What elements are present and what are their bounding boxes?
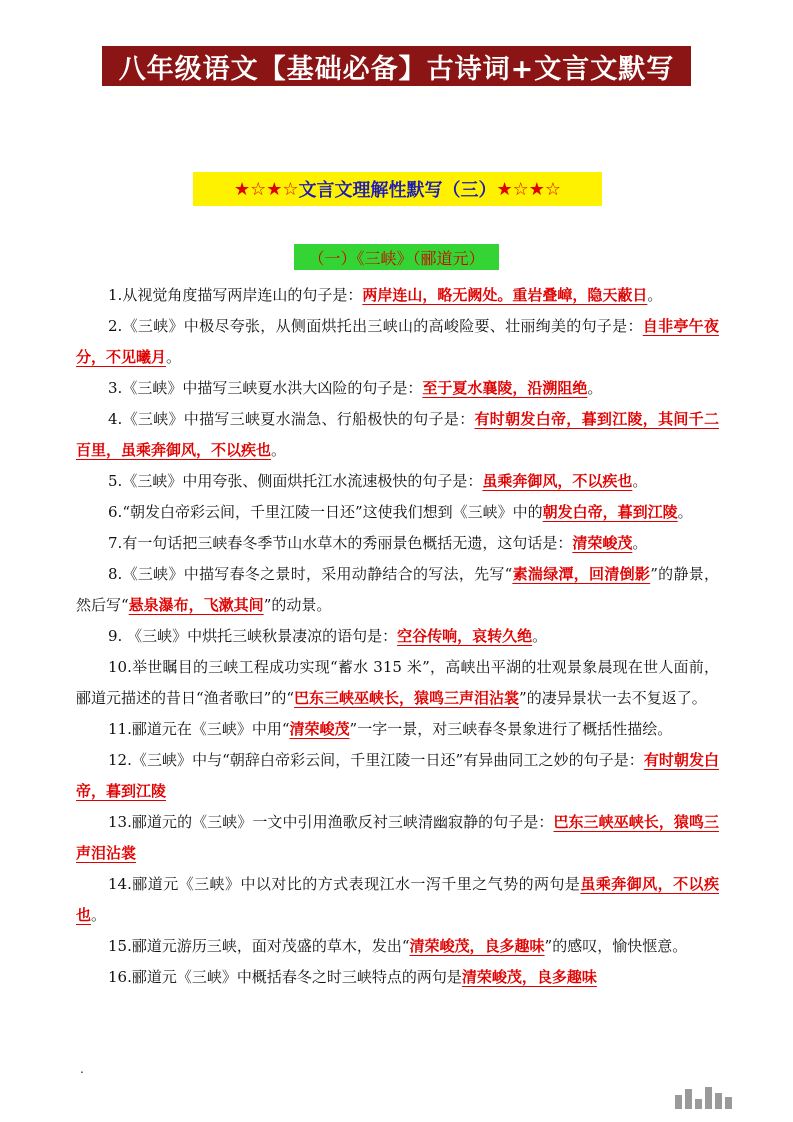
footer-dot: . [80,1062,84,1076]
answer-text: 虽乘奔御风，不以疾也 [76,875,719,924]
watermark-bar [705,1087,712,1109]
page-title-banner [102,46,691,86]
question-text: 郦道元的《三峡》一文中引用渔歌反衬三峡清幽寂静的句子是： [131,813,554,831]
question-item [76,497,719,528]
question-text: 郦道元在《三峡》中用“ [131,720,290,738]
question-number: 10. [108,658,132,676]
question-tail: 。 [647,286,663,304]
answer-text: 清荣峻茂 [572,534,633,552]
section-title-text: 文言文理解性默写（三） [298,180,497,201]
question-text: 《三峡》中描写三峡夏水洪大凶险的句子是： [122,379,423,397]
question-tail: ”一字一景，对三峡春冬景象进行了概括性描绘。 [349,720,673,738]
question-number: 8. [108,565,123,583]
page-title: 八年级语文【基础必备】古诗词+文言文默写 [118,53,675,85]
question-item [76,745,719,807]
question-number: 14. [108,875,132,893]
question-number: 13. [108,813,132,831]
answer-text: 清荣峻茂 [289,720,350,738]
question-text: 郦道元《三峡》中以对比的方式表现江水一泻千里之气势的两句是 [131,875,581,893]
question-item [76,621,719,652]
question-item [76,931,719,962]
answer-text: 朝发白帝，暮到江陵 [542,503,678,521]
section-title [193,172,602,206]
question-number: 16. [108,968,132,986]
question-list [76,280,719,993]
answer-text: 清荣峻茂，良多趣味 [409,937,545,955]
question-number: 9. [108,627,123,645]
question-text: 《三峡》中描写春冬之景时，采用动静结合的写法，先写“ [122,565,513,583]
question-text: 《三峡》中用夸张、侧面烘托江水流速极快的句子是： [122,472,483,490]
watermark-bar [675,1095,682,1109]
question-tail: 。 [91,906,107,924]
question-number: 4. [108,410,123,428]
question-text: 《三峡》中烘托三峡秋景凄凉的语句是： [122,627,398,645]
watermark-logo [675,1083,775,1109]
watermark-bar [715,1093,722,1109]
question-item [76,807,719,869]
question-number: 6. [108,503,123,521]
answer-text: 至于夏水襄陵，沿溯阻绝 [422,379,588,397]
watermark-bar [685,1089,692,1109]
question-number: 15. [108,937,132,955]
question-item [76,466,719,497]
answer-text: 虽乘奔御风，不以疾也 [482,472,633,490]
answer-text: 巴东三峡巫峡长，猿鸣三声泪沾裳 [294,689,520,707]
subsection-title-text: （一）《三峡》（郦道元） [308,248,485,268]
question-tail: ”的感叹，愉快惬意。 [544,937,688,955]
watermark-bar [725,1097,732,1109]
question-number: 1. [108,286,123,304]
question-number: 3. [108,379,123,397]
answer-text: 清荣峻茂，良多趣味 [461,968,597,986]
question-number: 5. [108,472,123,490]
answer-text: 有时朝发白帝，暮到江陵，其间千二百里，虽乘奔御风，不以疾也 [76,410,719,459]
answer-text: 自非亭午夜分，不见曦月 [76,317,719,366]
question-number: 2. [108,317,123,335]
question-text: 郦道元游历三峡，面对茂盛的草木，发出“ [131,937,410,955]
question-text: “朝发白帝彩云间，千里江陵一日还”这使我们想到《三峡》中的 [122,503,543,521]
question-tail: 。 [587,379,603,397]
stars-left: ★☆★☆ [233,178,299,200]
question-item [76,280,719,311]
watermark-bar [695,1099,702,1109]
question-text: 从视觉角度描写两岸连山的句子是： [122,286,363,304]
question-number: 12. [108,751,132,769]
question-item [76,559,719,621]
question-text: 举世瞩目的三峡工程成功实现“蓄水 315 米”，高峡出平湖的壮观景象晨现在世人面前，郦道元描述的昔日“渔者歌曰”的“ [76,658,719,707]
answer-text: 两岸连山，略无阙处。重岩叠嶂，隐天蔽日 [362,286,648,304]
question-item [76,962,719,993]
question-item [76,528,719,559]
question-tail: ”的凄异景状一去不复返了。 [519,689,707,707]
question-tail: 。 [677,503,693,521]
question-text-middle: ”的静景，然后写“ [76,565,720,614]
question-tail: 。 [271,441,287,459]
answer-text: 素湍绿潭，回清倒影 [512,565,651,583]
question-number: 7. [108,534,123,552]
question-text: 《三峡》中描写三峡夏水湍急、行船极快的句子是： [122,410,475,428]
question-item [76,652,719,714]
question-tail: ”的动景。 [263,596,332,614]
answer-text: 巴东三峡巫峡长，猿鸣三声泪沾裳 [76,813,719,862]
subsection-title [294,244,499,270]
question-text: 郦道元《三峡》中概括春冬之时三峡特点的两句是 [131,968,462,986]
question-tail: 。 [166,348,182,366]
question-item [76,869,719,931]
answer-text: 悬泉瀑布，飞漱其间 [128,596,264,614]
question-number: 11. [108,720,132,738]
question-item [76,373,719,404]
question-text: 《三峡》中极尽夸张，从侧面烘托出三峡山的高峻险要、壮丽绚美的句子是： [122,317,643,335]
question-item [76,404,719,466]
question-text: 《三峡》中与“朝辞白帝彩云间，千里江陵一日还”有异曲同工之妙的句子是： [131,751,644,769]
question-item [76,714,719,745]
stars-right: ★☆★☆ [496,178,562,200]
answer-text: 空谷传响，哀转久绝 [397,627,533,645]
question-tail: 。 [532,627,548,645]
question-text: 有一句话把三峡春冬季节山水草木的秀丽景色概括无遗，这句话是： [122,534,573,552]
question-item [76,311,719,373]
question-tail: 。 [632,472,648,490]
question-tail: 。 [632,534,648,552]
answer-text: 有时朝发白帝，暮到江陵 [76,751,719,800]
